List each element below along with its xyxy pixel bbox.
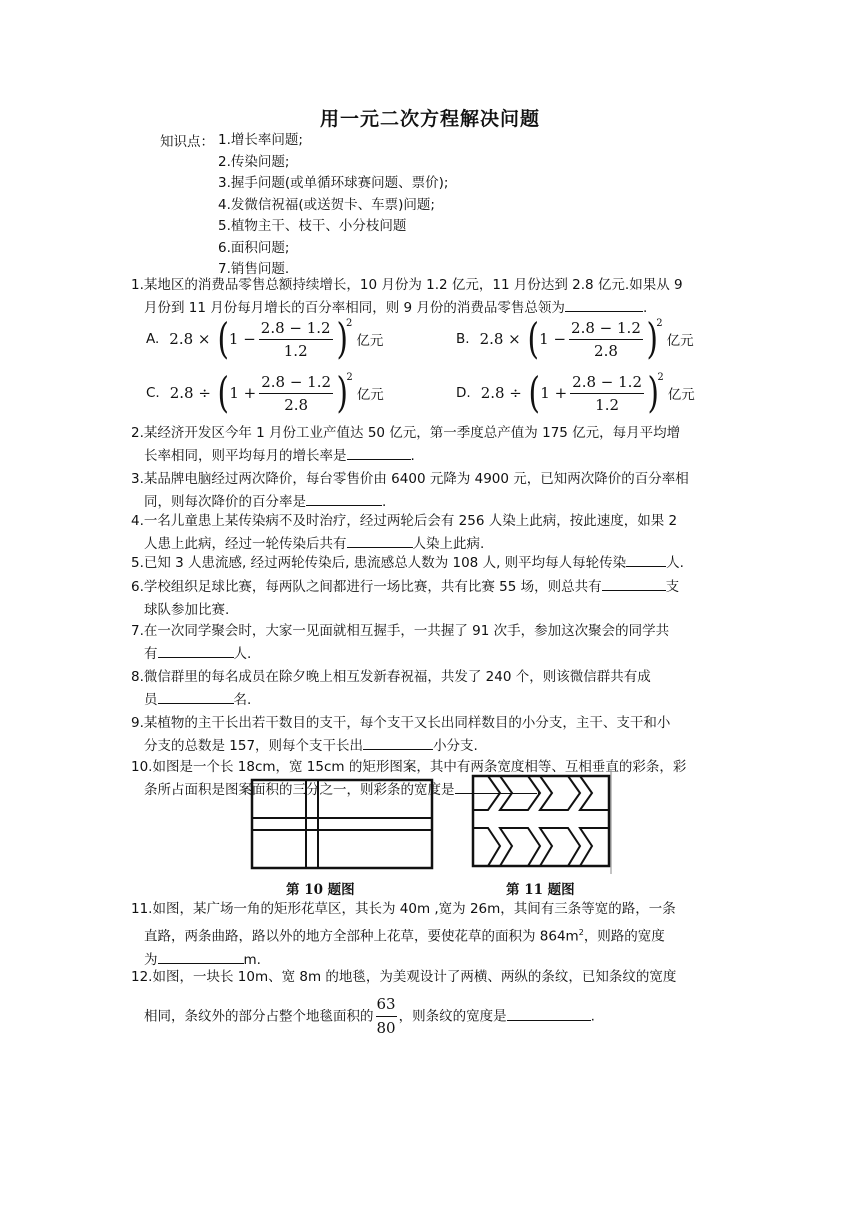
question-2: 2.某经济开发区今年 1 月份工业产值达 50 亿元，第一季度总产值为 175 亿元，每月平均增 长率相同，则平均每月的增长率是 . (131, 425, 681, 464)
answer-blank[interactable] (602, 576, 666, 591)
page-title: 用一元二次方程解决问题 (319, 108, 540, 130)
answer-blank[interactable] (347, 445, 411, 460)
knowledge-item: 3.握手问题(或单循环球赛问题、票价); (218, 175, 449, 191)
knowledge-item: 4.发微信祝福(或送贺卡、车票)问题; (218, 196, 435, 213)
answer-blank[interactable] (306, 491, 382, 506)
option-a[interactable]: A. 2.8 × ( 1 − $\frac{2.8 - 1.2}{1.2}$ ) 2 亿元 (146, 314, 384, 363)
question-11: 11.如图，某广场一角的矩形花草区，其长为 40m ,宽为 26m，其间有三条等宽的路，一条 直路，两条曲路，路以外的地方全部种上花草，要使花草的面积为 $864m^2$，则路的宽度 为 m. (131, 901, 676, 968)
answer-blank[interactable] (565, 297, 643, 312)
formula-c: 2.8 ÷ ( 1 + $\frac{2.8 - 1.2}{2.8}$ ) 2 亿元 (169, 368, 384, 417)
knowledge-list (218, 130, 448, 281)
formula-b: 2.8 × ( 1 − $\frac{2.8 - 1.2}{2.8}$ ) 2 亿元 (479, 314, 694, 363)
knowledge-item: 1.增长率问题; (218, 132, 303, 148)
figure-10-rectangle-cross (248, 778, 438, 872)
option-b[interactable]: B. 2.8 × ( 1 − $\frac{2.8 - 1.2}{2.8}$ ) 2 亿元 (456, 314, 694, 363)
option-c[interactable]: C. 2.8 ÷ ( 1 + $\frac{2.8 - 1.2}{2.8}$ ) 2 亿元 (146, 368, 384, 417)
knowledge-item: 2.传染问题; (218, 153, 290, 170)
figure-10-caption: 第 10 题图 (286, 882, 355, 898)
fraction-63-80: $\frac{63}{80}$ (376, 995, 396, 1037)
figure-11-caption: 第 11 题图 (506, 882, 575, 898)
question-4: 4.一名儿童患上某传染病不及时治疗，经过两轮后会有 256 人染上此病，按此速度，如果 2 人患上此病，经过一轮传染后共有 人染上此病. (131, 513, 678, 552)
question-12: 12.如图，一块长 10m、宽 8m 的地毯，为美观设计了两横、两纵的条纹，已知条纹的宽度 相同，条纹外的部分占整个地毯面积的 $\frac{63}{80}$ ，则条纹的宽度是 . (131, 966, 735, 1040)
question-6: 6.学校组织足球比赛，每两队之间都进行一场比赛，共有比赛 55 场，则总共有 支 球队参加比赛. (131, 576, 735, 622)
answer-blank[interactable] (158, 689, 234, 704)
question-5: 5.已知 3 人患流感, 经过两轮传染后, 患流感总人数为 108 人, 则平均每人每轮传染 人. (131, 552, 735, 575)
knowledge-label: 知识点： (160, 134, 214, 150)
answer-blank[interactable] (363, 735, 433, 750)
answer-blank[interactable] (347, 533, 413, 548)
question-7: 7.在一次同学聚会时，大家一见面就相互握手，一共握了 91 次手，参加这次聚会的同学共 有 人. (131, 623, 670, 662)
formula-a: 2.8 × ( 1 − $\frac{2.8 - 1.2}{1.2}$ ) 2 亿元 (169, 314, 384, 363)
knowledge-item: 6.面积问题; (218, 239, 290, 256)
figure-11-zigzag-paths (470, 770, 615, 874)
answer-blank[interactable] (626, 552, 666, 567)
question-1: 1.某地区的消费品零售总额持续增长，10 月份为 1.2 亿元，11 月份达到 2.8 亿元.如果从 9 月份到 11 月份每月增长的百分率相同，则 9 月份的消费品零售总领为 . (131, 277, 683, 316)
question-9: 9.某植物的主干长出若干数目的支干，每个支干又长出同样数目的小分支，主干、支干和小 分支的总数是 157，则每个支干长出 小分支. (131, 715, 671, 754)
formula-d: 2.8 ÷ ( 1 + $\frac{2.8 - 1.2}{1.2}$ ) 2 亿元 (480, 368, 695, 417)
answer-blank[interactable] (158, 643, 234, 658)
knowledge-item: 7.销售问题. (218, 261, 290, 277)
answer-blank[interactable] (158, 949, 244, 964)
question-8: 8.微信群里的每名成员在除夕晚上相互发新春祝福，共发了 240 个，则该微信群共有成 员 名. (131, 669, 651, 708)
question-10: 10.如图是一个长 18cm，宽 15cm 的矩形图案，其中有两条宽度相等、互相垂直的彩条，彩 条所占面积是图案面积的三分之一，则彩条的宽度是 . (131, 759, 687, 798)
answer-blank[interactable] (507, 1006, 591, 1021)
knowledge-item: 5.植物主干、枝干、小分枝问题 (218, 218, 407, 234)
option-d[interactable]: D. 2.8 ÷ ( 1 + $\frac{2.8 - 1.2}{1.2}$ ) 2 亿元 (456, 368, 695, 417)
question-3: 3.某品牌电脑经过两次降价，每台零售价由 6400 元降为 4900 元，已知两次降价的百分率相 同，则每次降价的百分率是 . (131, 471, 689, 510)
